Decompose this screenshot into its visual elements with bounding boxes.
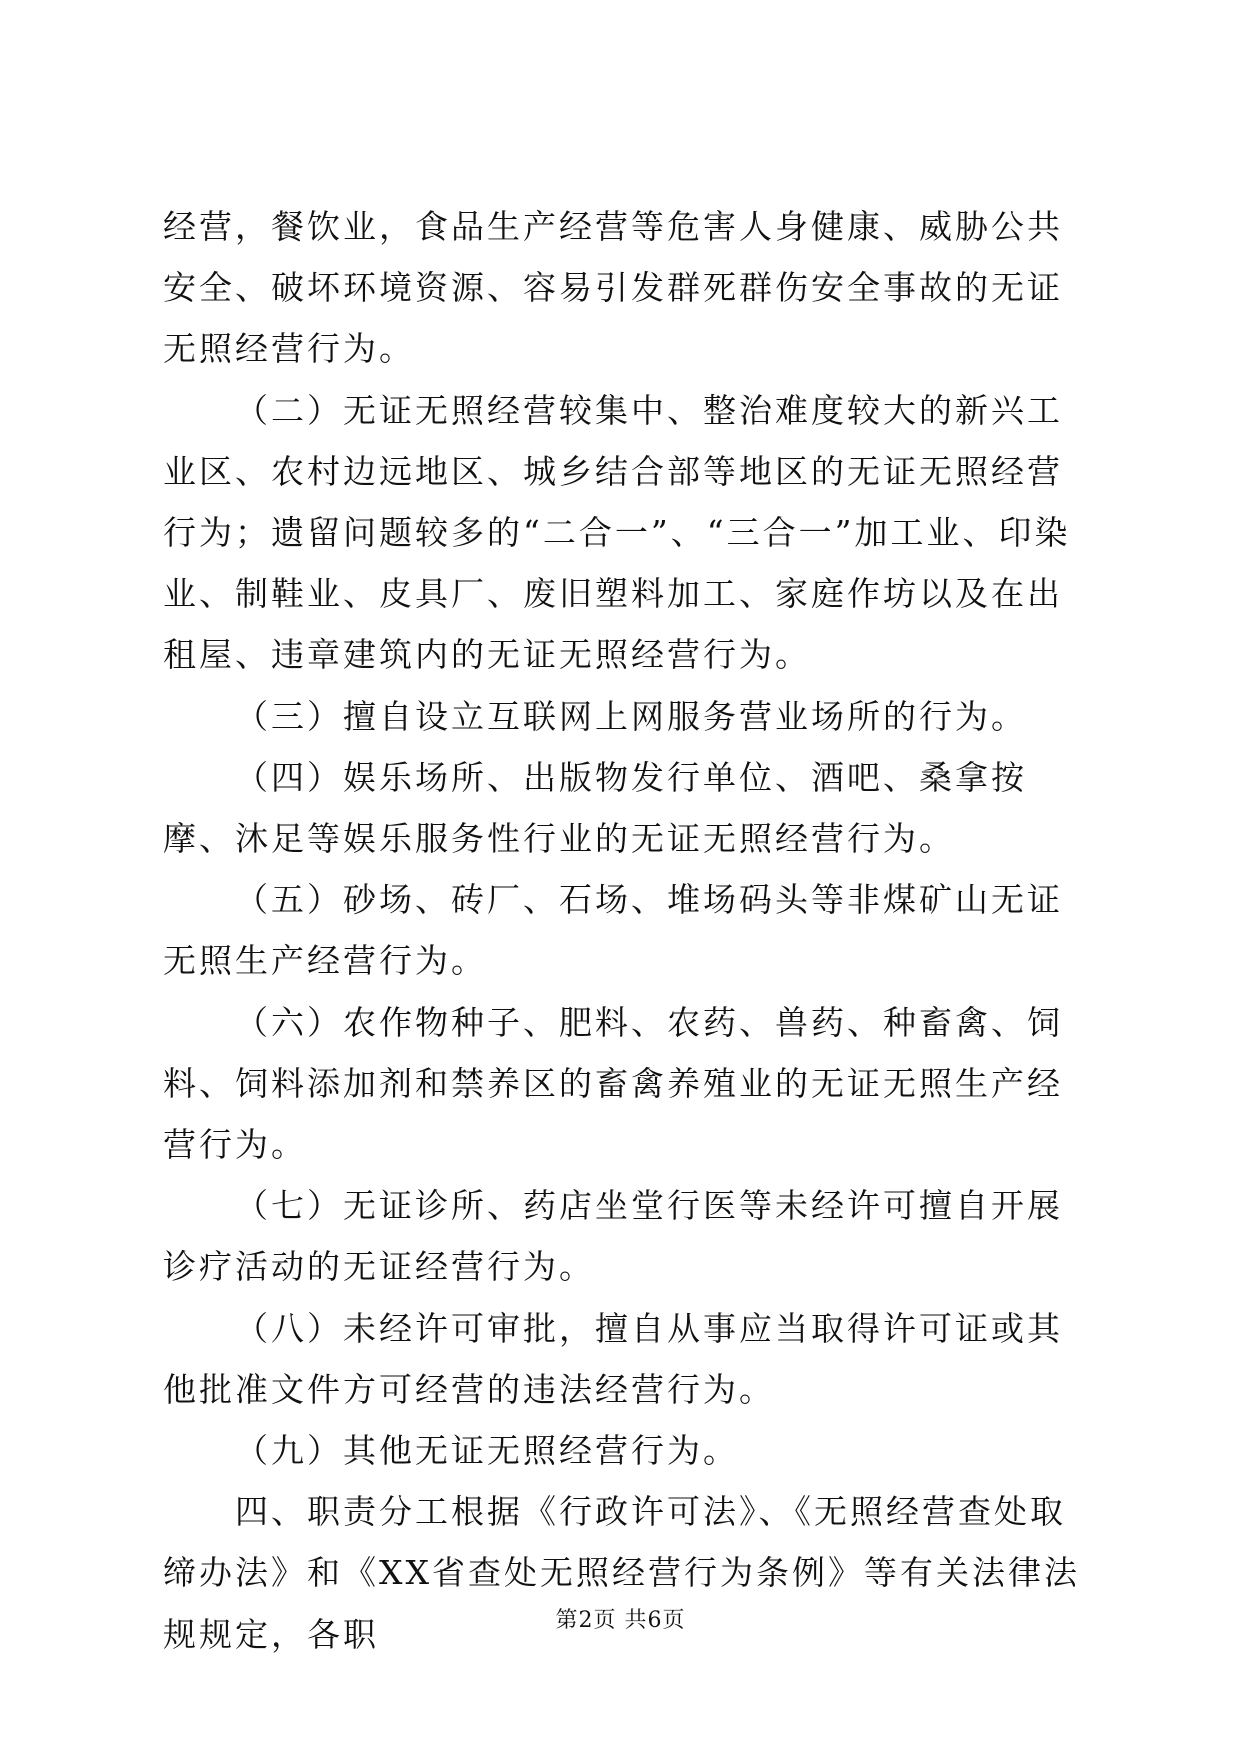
paragraph-item-2: （二）无证无照经营较集中、整治难度较大的新兴工业区、农村边远地区、城乡结合部等地区的无证无照经营行为；遗留问题较多的“二合一”、“三合一”加工业、印染业、制鞋业、皮具厂、废旧塑料加工、家庭作坊以及在出租屋、违章建筑内的无证无照经营行为。 — [163, 390, 1071, 675]
paragraph-item-5: （五）砂场、砖厂、石场、堆场码头等非煤矿山无证无照生产经营行为。 — [163, 880, 1063, 981]
paragraph-section-4: 四、职责分工根据《行政许可法》、《无照经营查处取缔办法》和《XX省查处无照经营行为条例》等有关法律法规规定，各职 — [163, 1492, 1080, 1654]
paragraph-continuation: 经营，餐饮业，食品生产经营等危害人身健康、威胁公共安全、破坏环境资源、容易引发群死群伤安全事故的无证无照经营行为。 — [163, 207, 1063, 369]
paragraph-item-3: （三）擅自设立互联网上网服务营业场所的行为。 — [235, 696, 1027, 736]
paragraph-item-9: （九）其他无证无照经营行为。 — [235, 1431, 739, 1471]
paragraph-item-4: （四）娱乐场所、出版物发行单位、酒吧、桑拿按摩、沐足等娱乐服务性行业的无证无照经营行为。 — [163, 757, 1027, 859]
paragraph-item-8: （八）未经许可审批，擅自从事应当取得许可证或其他批准文件方可经营的违法经营行为。 — [163, 1308, 1063, 1409]
paragraph-item-6: （六）农作物种子、肥料、农药、兽药、种畜禽、饲料、饲料添加剂和禁养区的畜禽养殖业的无证无照生产经营行为。 — [163, 1002, 1063, 1165]
document-body — [163, 196, 1083, 1665]
page-number-footer: 第2页 共6页 — [555, 1608, 686, 1633]
paragraph-item-7: （七）无证诊所、药店坐堂行医等未经许可擅自开展诊疗活动的无证经营行为。 — [163, 1186, 1063, 1287]
